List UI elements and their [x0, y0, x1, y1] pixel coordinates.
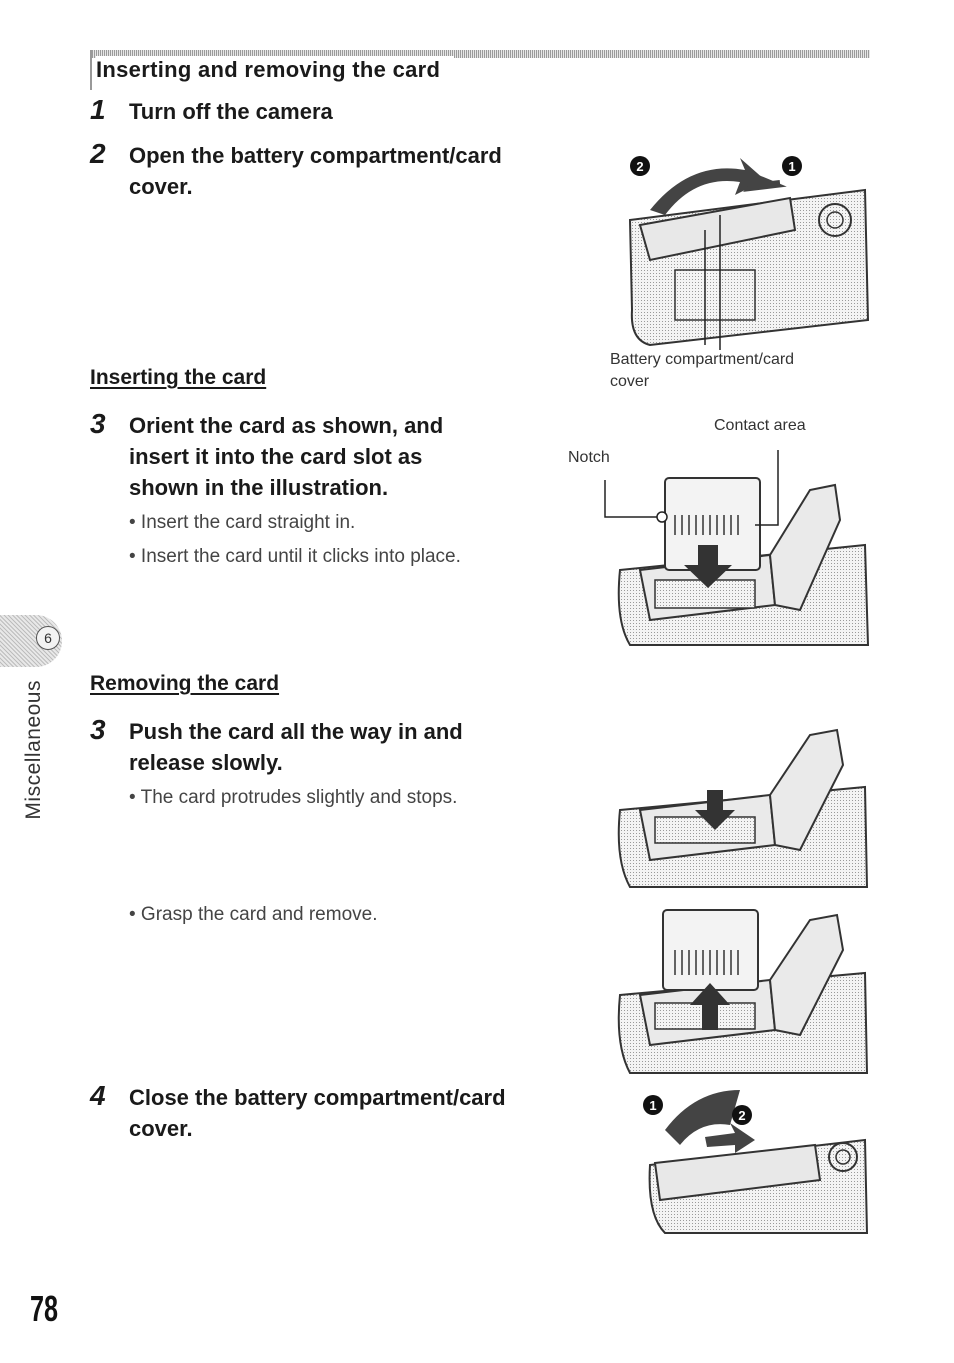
step-number-3-remove: 3: [90, 714, 106, 745]
open-cover-illustration: [620, 150, 870, 350]
page-number: 78: [30, 1288, 59, 1329]
insert-bullet-1: • Insert the card straight in.: [129, 512, 356, 533]
header-marker: [90, 50, 92, 90]
section-title: Inserting and removing the card: [96, 56, 454, 86]
remove-bullet-1: • The card protrudes slightly and stops.: [129, 787, 458, 808]
step-2-text-line1: Open the battery compartment/card: [129, 143, 502, 168]
marker-1: 1: [788, 159, 796, 174]
remove-step-line1: Push the card all the way in and: [129, 719, 463, 744]
step-2-text-line2: cover.: [129, 174, 193, 199]
step-number-1: 1: [90, 94, 106, 125]
close-step-line2: cover.: [129, 1116, 193, 1141]
insert-bullet-2: • Insert the card until it clicks into place.: [129, 546, 461, 567]
step-1-text: Turn off the camera: [129, 99, 333, 124]
removing-heading: Removing the card: [90, 672, 280, 695]
remove-card-illustration: [615, 905, 870, 1075]
chapter-label: Miscellaneous: [22, 680, 45, 820]
caption-battery-cover-1: Battery compartment/card: [610, 351, 795, 368]
step-number-3-insert: 3: [90, 408, 106, 439]
inserting-heading: Inserting the card: [90, 366, 267, 389]
step-number-4: 4: [90, 1080, 106, 1111]
caption-notch: Notch: [568, 449, 610, 466]
insert-step-line1: Orient the card as shown, and: [129, 413, 444, 438]
insert-step-line3: shown in the illustration.: [129, 475, 389, 500]
marker-2: 2: [636, 159, 644, 174]
remove-bullet-2: • Grasp the card and remove.: [129, 904, 378, 925]
remove-step-line2: release slowly.: [129, 750, 283, 775]
caption-battery-cover-2: cover: [610, 373, 650, 390]
push-card-illustration: [615, 725, 870, 890]
close-cover-illustration: [635, 1085, 870, 1235]
marker-1-close: 1: [649, 1098, 657, 1113]
chapter-number: 6: [36, 626, 60, 650]
insert-step-line2: insert it into the card slot as: [129, 444, 423, 469]
arrow-icon: [705, 1123, 755, 1153]
step-number-2: 2: [90, 138, 106, 169]
insert-card-illustration: [570, 440, 870, 650]
marker-2-close: 2: [738, 1108, 746, 1123]
close-step-line1: Close the battery compartment/card: [129, 1085, 506, 1110]
caption-contact-area: Contact area: [714, 417, 806, 434]
